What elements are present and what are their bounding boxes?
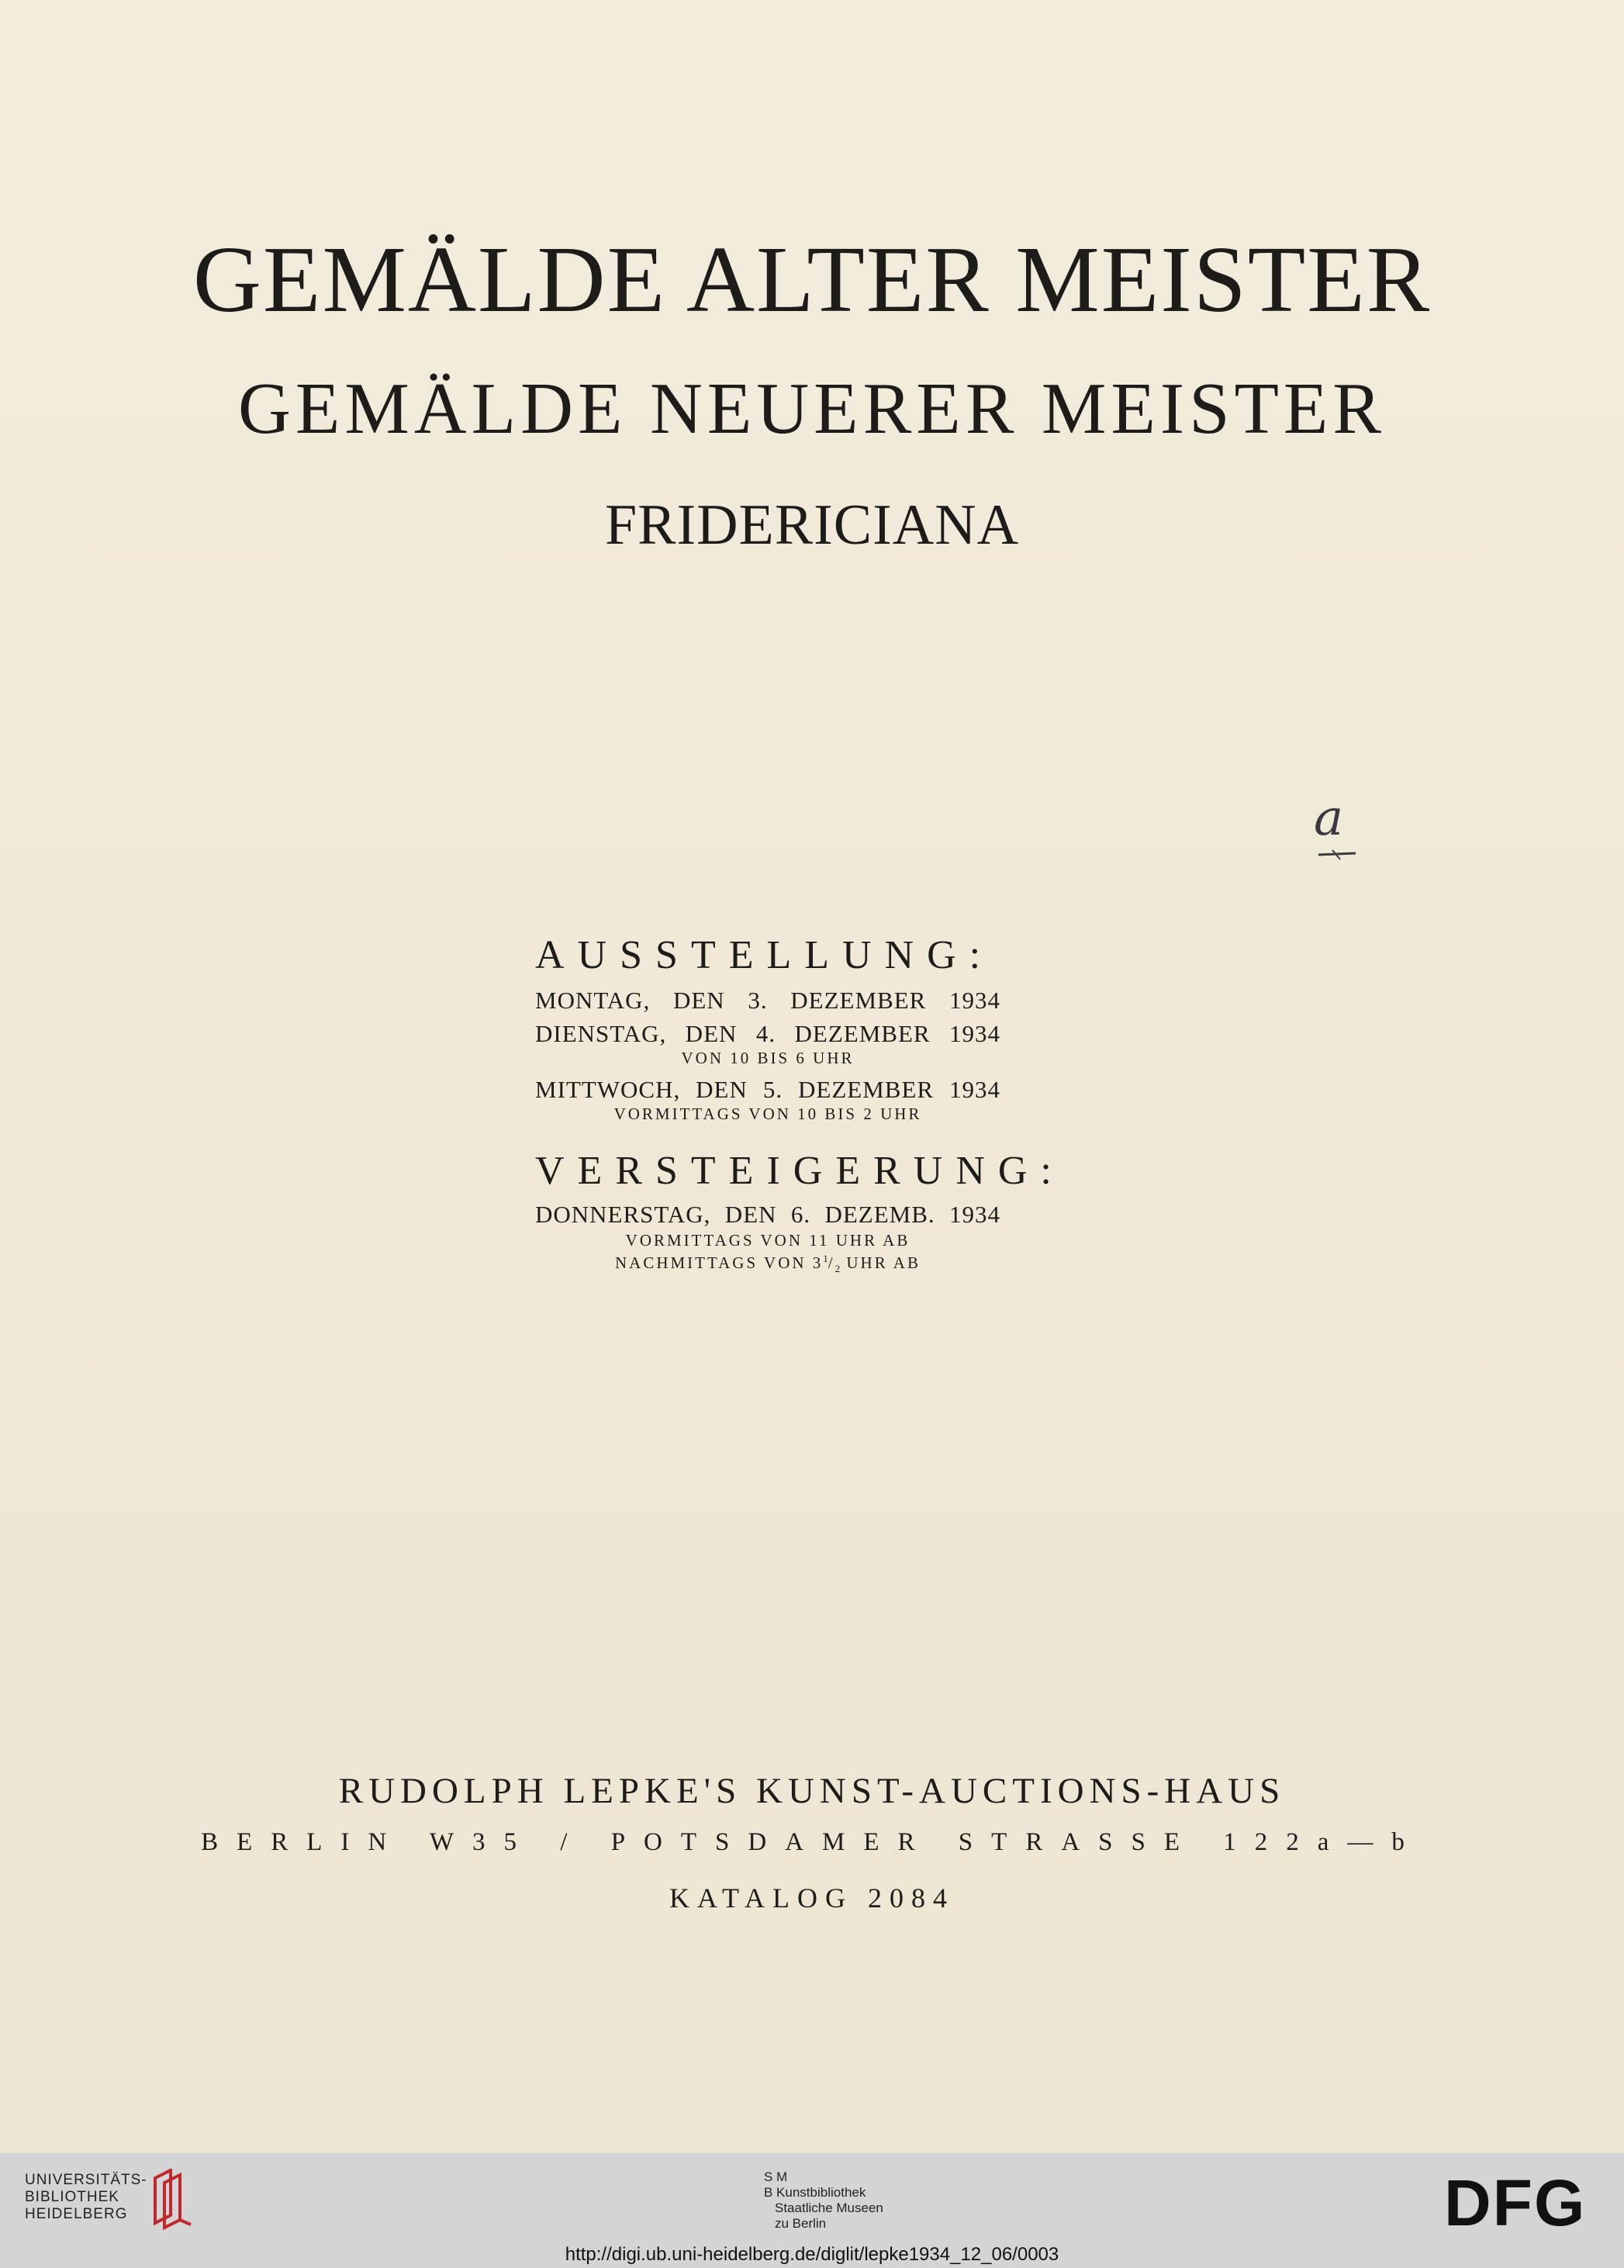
museum-credit: S M B Kunstbibliothek Staatliche Museen zu Berlin [764,2169,883,2231]
publisher-name: RUDOLPH LEPKE'S KUNST-AUCTIONS-HAUS [338,1771,1286,1811]
library-name: UNIVERSITÄTS- BIBLIOTHEK HEIDELBERG [25,2172,147,2222]
ausstellung-heading: AUSSTELLUNG: [535,933,994,977]
versteigerung-time-1: VORMITTAGS VON 11 UHR AB [625,1231,910,1250]
versteigerung-block [535,1149,1065,1275]
source-url-link[interactable]: http://digi.ub.uni-heidelberg.de/diglit/lepke1934_12_06/0003 [565,2244,1059,2265]
ausstellung-day-2: DIENSTAG, DEN 4. DEZEMBER 1934 [535,1020,1000,1047]
ausstellung-time-2: VORMITTAGS VON 10 BIS 2 UHR [613,1105,922,1123]
library-logo-icon [149,2169,195,2231]
publisher-address: BERLIN W35 / POTSDAMER STRASSE 122a—b [201,1828,1423,1856]
title-line-2: GEMÄLDE NEUERER MEISTER [237,368,1387,449]
ausstellung-block [535,935,1000,1122]
ausstellung-time-1: VON 10 BIS 6 UHR [681,1049,855,1067]
catalog-number: KATALOG 2084 [669,1883,955,1914]
ausstellung-day-1: MONTAG, DEN 3. DEZEMBER 1934 [535,987,1000,1014]
versteigerung-heading: VERSTEIGERUNG: [535,1149,1065,1193]
ausstellung-day-3: MITTWOCH, DEN 5. DEZEMBER 1934 [535,1076,1000,1103]
annotation-underline-icon [1309,790,1363,875]
title-line-3: FRIDERICIANA [604,493,1020,557]
handwritten-annotation: a [1309,790,1363,875]
versteigerung-time-2: NACHMITTAGS VON $3^1/_2$ UHR AB [615,1253,921,1275]
title-line-1: GEMÄLDE ALTER MEISTER [192,227,1432,332]
versteigerung-day: DONNERSTAG, DEN 6. DEZEMB. 1934 [535,1201,1000,1228]
dfg-logo: DFG [1444,2166,1587,2239]
